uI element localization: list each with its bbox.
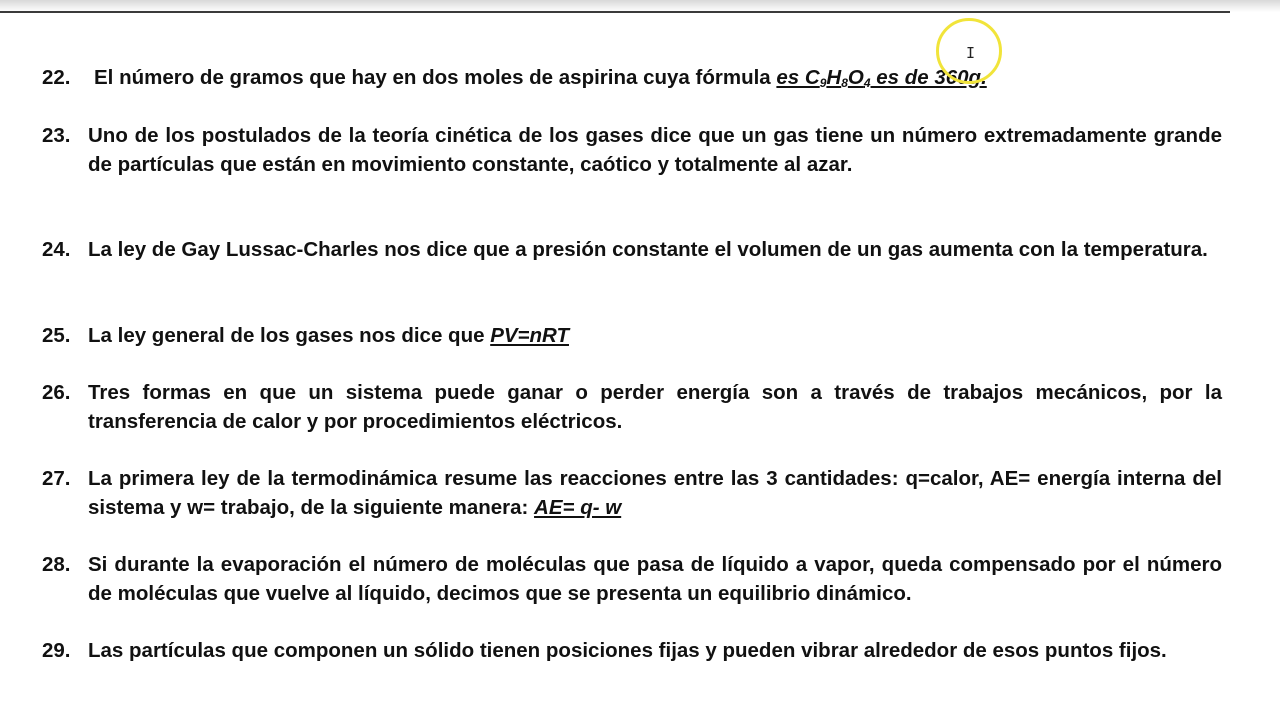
item-text: Si durante la evaporación el número de moléculas que pasa de líquido a vapor, queda compensado por el número de moléculas que vuelve al líquido, decimos que se presenta un equilibrio dinámico. [88,553,1222,605]
statement-text: La ley general de los gases nos dice que [88,324,491,347]
item-text [88,321,1222,350]
item-number: 25. [42,324,71,347]
item-text [88,464,1222,522]
list-item-26 [42,378,1222,436]
item-number: 23. [42,124,71,147]
item-text [94,63,1222,92]
i-beam-cursor-icon: I [966,44,976,62]
item-number: 27. [42,467,71,490]
statement-text: La primera ley de la termodinámica resume las reacciones entre las 3 cantidades: q=calor, AE= energía interna del sistema y w= trabajo, de la siguiente manera: [88,467,1222,519]
list-item-24 [42,235,1222,264]
item-text: Tres formas en que un sistema puede ganar o perder energía son a través de trabajos mecánicos, por la transferencia de calor y por procedimientos eléctricos. [88,381,1222,433]
item-text: La ley de Gay Lussac-Charles nos dice que a presión constante el volumen de un gas aumenta con la temperatura. [88,238,1208,261]
item-number: 26. [42,381,71,404]
list-item-25 [42,321,1222,350]
item-text: Uno de los postulados de la teoría cinética de los gases dice que un gas tiene un número extremadamente grande de partículas que están en movimiento constante, caótico y totalmente al azar. [88,124,1222,176]
list-item-28 [42,550,1222,608]
item-number: 28. [42,553,71,576]
item-number: 29. [42,639,71,662]
list-item-29 [42,636,1222,665]
list-item-22 [42,63,1222,92]
item-number: 22. [42,66,71,89]
answer-formula: es $C_9H_8O_4$ es de 360g. [776,66,987,90]
item-number: 24. [42,238,71,261]
list-item-23 [42,121,1222,179]
answer-formula: PV=nRT [490,324,569,347]
item-text: Las partículas que componen un sólido tienen posiciones fijas y pueden vibrar alrededor de esos puntos fijos. [88,639,1167,662]
list-item-27 [42,464,1222,522]
statement-text: El número de gramos que hay en dos moles de aspirina cuya fórmula [94,66,777,89]
answer-formula: AE= q- w [534,496,622,519]
